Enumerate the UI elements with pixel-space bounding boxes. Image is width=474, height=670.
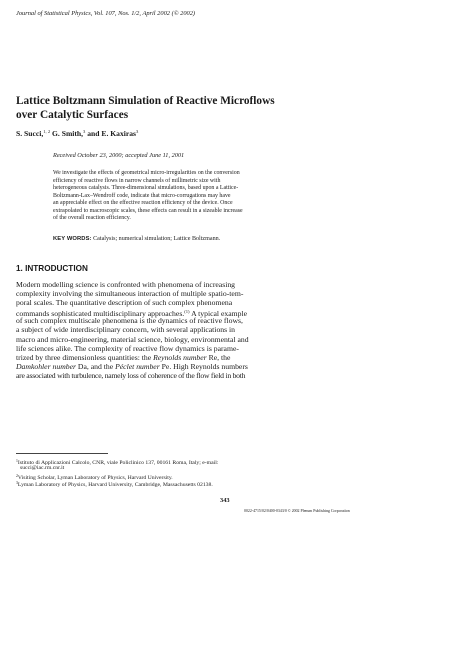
author-2: G. Smith, [52, 129, 84, 138]
body-line: macro and micro-engineering, material science, biology, environmental and [16, 334, 249, 344]
footnote-text: Visiting Scholar, Lyman Laboratory of Physics, Harvard University. [17, 474, 173, 481]
abstract-line: Boltzmann-Lax–Wendroff code, indicate that micro-corrugations may have [53, 192, 231, 199]
section-heading: 1. INTRODUCTION [16, 264, 88, 273]
author-3: and E. Kaxiras [87, 129, 136, 138]
abstract-line: We investigate the effects of geometrical micro-irregularities on the conversion [53, 170, 240, 176]
body-line: of such complex multiscale phenomena is the dynamics of reactive flows, [16, 316, 243, 326]
body-line: a subject of wide interdisciplinary concern, with several applications in [16, 325, 236, 335]
keywords-text: Catalysis; numerical simulation; Lattice Boltzmann. [93, 236, 221, 242]
footnote-3 [16, 480, 464, 487]
body-line-text: Da, and the [76, 361, 116, 371]
term-reynolds: Reynolds number [153, 352, 207, 362]
copyright-line: 0022-4715/02/0400-0343/0 © 2002 Plenum Publishing Corporation [244, 509, 350, 513]
footnote-text: Istituto di Applicazioni Calcolo, CNR, viale Policlinico 137, 00161 Roma, Italy; e-mail: [17, 460, 219, 466]
body-line-text: Re, the [206, 352, 231, 362]
author-1: S. Succi, [16, 129, 44, 138]
citation-ref: (1) [184, 309, 190, 315]
footnote-1-email [16, 465, 464, 472]
author-list [16, 129, 138, 138]
abstract [53, 170, 453, 223]
paper-title [16, 95, 436, 122]
footnotes [16, 458, 464, 487]
author-1-affiliation: 1, 2 [43, 129, 51, 134]
body-line-text: commands sophisticated multidisciplinary approaches. [16, 309, 185, 319]
footnote-marker: 2 [16, 473, 18, 478]
footnote-1 [16, 458, 464, 465]
footnote-email-link[interactable]: succi@iac.rm.cnr.it [20, 465, 65, 472]
footnote-2 [16, 473, 464, 480]
keywords [53, 236, 220, 242]
body-line-text: trized by three dimensionless quantities: the [16, 352, 154, 362]
abstract-line: efficiency of reactive flows in narrow channels of millimetric size with [53, 177, 221, 184]
footnote-text: Lyman Laboratory of Physics, Harvard University, Cambridge, Massachusetts 02138. [17, 481, 213, 488]
body-line: poral scales. The quantitative description of such complex phenomena [16, 298, 233, 308]
body-line: life sciences alike. The complexity of reactive flow dynamics is parame- [16, 343, 239, 353]
abstract-line: of the overall reaction efficiency. [53, 215, 131, 222]
title-line-1: Lattice Boltzmann Simulation of Reactive Microflows [16, 95, 275, 107]
body-line: Modern modelling science is confronted with phenomena of increasing [16, 280, 236, 289]
body-line-text: A typical example [189, 309, 248, 319]
page-number: 343 [220, 497, 230, 504]
abstract-line: an appreciable effect on the effective reaction efficiency of the device. Once [53, 200, 233, 207]
footnote-marker: 1 [16, 459, 18, 463]
body-line-text: Pe. High Reynolds numbers [159, 361, 248, 371]
abstract-line: extrapolated to macroscopic scales, these effects can result in a sizeable increase [53, 207, 243, 214]
term-peclet: Péclet number [115, 361, 160, 371]
title-line-2: over Catalytic Surfaces [16, 108, 129, 121]
body-line [16, 362, 464, 371]
term-damkohler: Damkohler number [16, 361, 76, 371]
body-text [16, 280, 464, 380]
author-3-affiliation: 3 [135, 129, 139, 134]
abstract-line: heterogeneous catalysis. Three-dimensional simulations, based upon a Lattice- [53, 185, 239, 192]
footnote-marker: 3 [16, 480, 18, 485]
author-2-affiliation: 3 [83, 129, 86, 134]
keywords-label: KEY WORDS: [53, 236, 92, 242]
journal-header: Journal of Statistical Physics, Vol. 107, Nos. 1/2, April 2002 (© 2002) [16, 10, 196, 17]
body-line: complexity involving the simultaneous interaction of multiple spatio-tem- [16, 289, 244, 299]
footnote-rule [16, 453, 108, 454]
body-line [16, 353, 464, 362]
received-date: Received October 23, 2000; accepted June 11, 2001 [53, 152, 185, 159]
body-line [16, 307, 464, 319]
body-line: are associated with turbulence, namely loss of coherence of the flow field in both [16, 370, 246, 380]
